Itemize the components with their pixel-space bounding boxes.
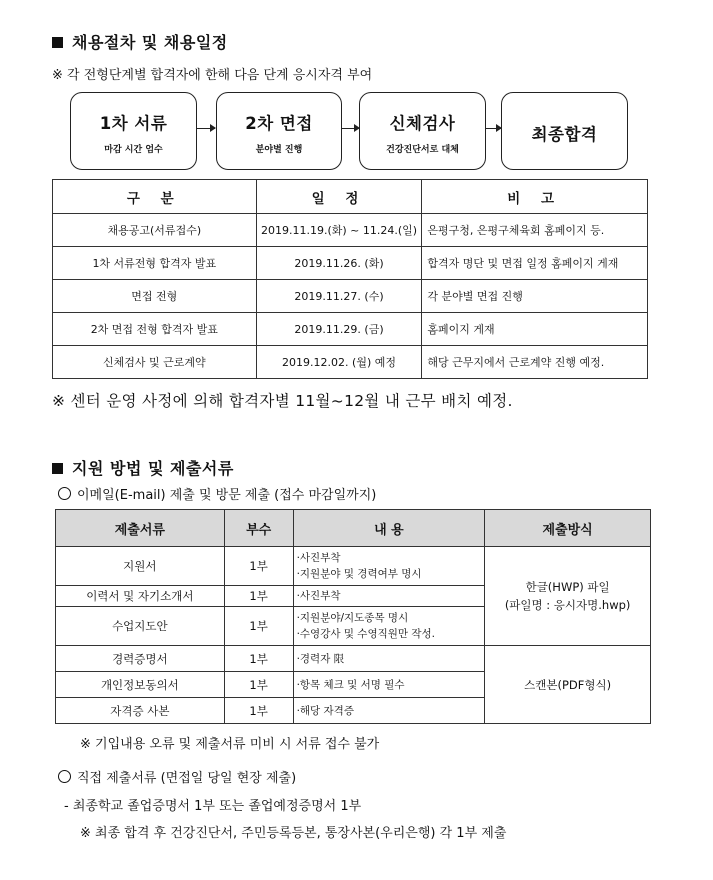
placement-note: ※ 센터 운영 사정에 의해 합격자별 11월~12월 내 근무 배치 예정. bbox=[52, 392, 513, 410]
table-row bbox=[53, 346, 648, 379]
table-cell: 해당 근무지에서 근로계약 진행 예정. bbox=[422, 346, 648, 379]
schedule-table bbox=[52, 179, 648, 379]
column-header: 내 용 bbox=[293, 510, 485, 547]
table-cell: 1부 bbox=[224, 586, 293, 607]
table-cell: 홈페이지 게재 bbox=[422, 313, 648, 346]
table-row bbox=[53, 280, 648, 313]
flow-arrow-icon bbox=[342, 128, 359, 129]
column-header: 비 고 bbox=[422, 180, 648, 214]
submission-method-text: 이메일(E-mail) 제출 및 방문 제출 (접수 마감일까지) bbox=[77, 488, 377, 503]
section-title-application bbox=[52, 456, 234, 479]
content-line: ·수영강사 및 수영직원만 작성. bbox=[296, 628, 435, 640]
table-cell: 지원서 bbox=[56, 547, 225, 586]
table-cell: 채용공고(서류접수) bbox=[53, 214, 257, 247]
method-line: 한글(HWP) 파일 bbox=[525, 580, 610, 594]
table-header-row bbox=[56, 510, 651, 547]
table-cell: 은평구청, 은평구체육회 홈페이지 등. bbox=[422, 214, 648, 247]
table-cell: 이력서 및 자기소개서 bbox=[56, 586, 225, 607]
submission-method-line bbox=[58, 484, 376, 503]
table-header-row bbox=[53, 180, 648, 214]
direct-submission-item: - 최종학교 졸업증명서 1부 또는 졸업예정증명서 1부 bbox=[64, 799, 362, 814]
flow-arrow-icon bbox=[197, 128, 215, 129]
table-row bbox=[56, 646, 651, 672]
flow-step-title: 최종합격 bbox=[531, 125, 598, 144]
column-header: 제출서류 bbox=[56, 510, 225, 547]
table-cell bbox=[293, 547, 485, 586]
section-title-text: 지원 방법 및 제출서류 bbox=[72, 459, 234, 478]
table-row bbox=[53, 247, 648, 280]
method-line: (파일명 : 응시자명.hwp) bbox=[504, 598, 631, 612]
table-cell bbox=[293, 607, 485, 646]
flow-step-title: 1차 서류 bbox=[99, 114, 168, 133]
table-cell: 1부 bbox=[224, 698, 293, 724]
table-cell: 신체검사 및 근로계약 bbox=[53, 346, 257, 379]
content-line: ·지원분야 및 경력여부 명시 bbox=[296, 568, 422, 580]
table-cell: 1부 bbox=[224, 646, 293, 672]
section-title-text: 채용절차 및 채용일정 bbox=[72, 33, 228, 52]
circle-bullet-icon bbox=[58, 487, 71, 500]
content-line: ·해당 자격증 bbox=[296, 704, 354, 717]
column-header: 구 분 bbox=[53, 180, 257, 214]
table-cell: 1차 서류전형 합격자 발표 bbox=[53, 247, 257, 280]
content-line: ·경력자 限 bbox=[296, 652, 345, 665]
flow-step-document bbox=[70, 92, 197, 170]
table-cell: 2019.11.19.(화) ~ 11.24.(일) bbox=[256, 214, 422, 247]
section-title-schedule bbox=[52, 30, 228, 53]
flow-step-sub: 분야별 진행 bbox=[255, 145, 303, 155]
final-pass-note: ※ 최종 합격 후 건강진단서, 주민등록등본, 통장사본(우리은행) 각 1부 제출 bbox=[80, 826, 507, 841]
flow-step-sub: 건강진단서로 대체 bbox=[386, 145, 459, 155]
table-cell: 개인정보동의서 bbox=[56, 672, 225, 698]
square-bullet-icon bbox=[52, 37, 63, 48]
table-cell: 2차 면접 전형 합격자 발표 bbox=[53, 313, 257, 346]
table-cell bbox=[293, 586, 485, 607]
table-cell: 1부 bbox=[224, 607, 293, 646]
table-row bbox=[53, 313, 648, 346]
flow-step-title: 2차 면접 bbox=[245, 114, 313, 133]
content-line: ·사진부착 bbox=[296, 590, 341, 602]
table-cell: 2019.12.02. (월) 예정 bbox=[256, 346, 422, 379]
flow-step-sub: 마감 시간 엄수 bbox=[104, 145, 163, 155]
direct-submission-text: 직접 제출서류 (면접일 당일 현장 제출) bbox=[77, 771, 297, 786]
documents-note: ※ 기입내용 오류 및 제출서류 미비 시 서류 접수 불가 bbox=[80, 737, 380, 752]
circle-bullet-icon bbox=[58, 770, 71, 783]
table-cell bbox=[293, 646, 485, 672]
table-cell-method-hwp bbox=[485, 547, 651, 646]
content-line: ·지원분야/지도종목 명시 bbox=[296, 612, 409, 624]
table-cell: 수업지도안 bbox=[56, 607, 225, 646]
table-cell: 자격증 사본 bbox=[56, 698, 225, 724]
flow-step-medical bbox=[359, 92, 486, 170]
table-cell bbox=[293, 672, 485, 698]
column-header: 일 정 bbox=[256, 180, 422, 214]
flow-arrow-icon bbox=[486, 128, 501, 129]
table-cell: 각 분야별 면접 진행 bbox=[422, 280, 648, 313]
flow-step-title: 신체검사 bbox=[389, 114, 456, 133]
table-row bbox=[56, 547, 651, 586]
table-cell: 면접 전형 bbox=[53, 280, 257, 313]
table-cell: 2019.11.26. (화) bbox=[256, 247, 422, 280]
column-header: 부수 bbox=[224, 510, 293, 547]
square-bullet-icon bbox=[52, 463, 63, 474]
table-cell: 2019.11.29. (금) bbox=[256, 313, 422, 346]
content-line: ·항목 체크 및 서명 필수 bbox=[296, 678, 405, 691]
content-line: ·사진부착 bbox=[296, 552, 341, 564]
table-cell bbox=[293, 698, 485, 724]
direct-submission-line bbox=[58, 767, 296, 786]
eligibility-note: ※ 각 전형단계별 합격자에 한해 다음 단계 응시자격 부여 bbox=[52, 68, 373, 83]
table-cell-method-pdf: 스캔본(PDF형식) bbox=[485, 646, 651, 724]
table-row bbox=[53, 214, 648, 247]
table-cell: 경력증명서 bbox=[56, 646, 225, 672]
documents-table bbox=[55, 509, 651, 724]
table-cell: 1부 bbox=[224, 672, 293, 698]
flow-step-interview bbox=[216, 92, 342, 170]
table-cell: 합격자 명단 및 면접 일정 홈페이지 게재 bbox=[422, 247, 648, 280]
table-cell: 1부 bbox=[224, 547, 293, 586]
table-cell: 2019.11.27. (수) bbox=[256, 280, 422, 313]
column-header: 제출방식 bbox=[485, 510, 651, 547]
flow-step-final bbox=[501, 92, 628, 170]
